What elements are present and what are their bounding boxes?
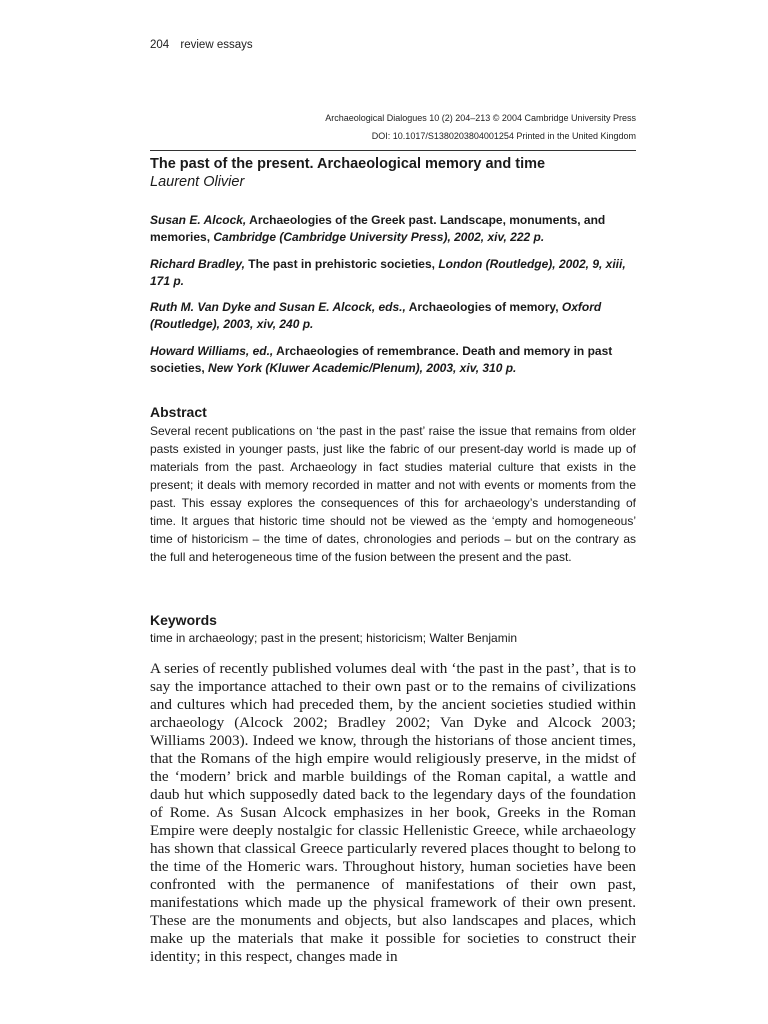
book-title: Archaeologies of the Greek past. Landscape, monuments, and memories, <box>150 213 606 244</box>
journal-doi: DOI: 10.1017/S1380203804001254 Printed in the United Kingdom <box>371 131 636 141</box>
page-number: 204 <box>150 39 170 51</box>
book-publisher: Oxford (Routledge), 2003, xiv, 240 p. <box>150 300 602 331</box>
article-author: Laurent Olivier <box>150 174 245 190</box>
running-head <box>150 39 253 51</box>
reviewed-book <box>150 343 640 377</box>
reviewed-book <box>150 299 640 333</box>
section-name: review essays <box>180 39 253 51</box>
book-authors: Richard Bradley, <box>150 257 245 271</box>
reviewed-book <box>150 256 640 290</box>
book-title: Archaeologies of remembrance. Death and memory in past societies, <box>150 344 613 375</box>
body-paragraph: A series of recently published volumes deal with ‘the past in the past’, that is to say the importance attached to their own past or to the remains of civilizations and cultures which had preceded them, by the ancient societies studied within archaeology (Alcock 2002; Bradley 2002; Van Dyke and Alcock 2003; Williams 2003). Indeed we know, through the historians of those ancient times, that the Romans of the high empire would religiously preserve, in the midst of the ‘modern’ brick and marble buildings of the Roman capital, a wattle and daub hut which supposedly dated back to the legendary days of the foundation of Rome. As Susan Alcock emphasizes in her book, Greeks in the Roman Empire were deeply nostalgic for classic Hellenistic Greece, while archaeology has shown that classical Greece particularly revered places thought to belong to the time of the Homeric wars. Throughout history, human societies have been confronted with the permanence of manifestations of their own past, manifestations which made up the physical framework of their own present. These are the monuments and objects, but also landscapes and places, which make up the materials that make it possible for societies to construct their identity; in this respect, changes made in <box>150 660 636 965</box>
book-publisher: Cambridge (Cambridge University Press), 2002, xiv, 222 p. <box>213 230 545 244</box>
header-rule <box>150 150 636 151</box>
book-authors: Ruth M. Van Dyke and Susan E. Alcock, eds., <box>150 300 406 314</box>
book-publisher: New York (Kluwer Academic/Plenum), 2003, xiv, 310 p. <box>208 361 517 375</box>
book-authors: Howard Williams, ed., <box>150 344 274 358</box>
abstract-heading: Abstract <box>150 404 207 420</box>
keywords-text: time in archaeology; past in the present; historicism; Walter Benjamin <box>150 631 518 645</box>
journal-info <box>325 109 636 145</box>
abstract-text: Several recent publications on ‘the past in the past’ raise the issue that remains from older pasts existed in younger pasts, just like the fabric of our present-day world is made up of materials from the past. Archaeology in fact studies material culture that exists in the present; it deals with memory recorded in matter and not with events or moments from the past. This essay explores the consequences of this for archaeology’s understanding of time. It argues that historic time should not be viewed as the ‘empty and homogeneous’ time of historicism – the time of dates, chronologies and periods – but on the contrary as the full and heterogeneous time of the fusion between the present and the past. <box>150 424 636 564</box>
book-title: The past in prehistoric societies, <box>244 257 439 271</box>
book-authors: Susan E. Alcock, <box>150 213 247 227</box>
reviewed-book <box>150 212 640 246</box>
book-title: Archaeologies of memory, <box>405 300 562 314</box>
journal-citation: Archaeological Dialogues 10 (2) 204–213 © 2004 Cambridge University Press <box>325 113 636 123</box>
book-publisher: London (Routledge), 2002, 9, xiii, 171 p. <box>150 257 626 288</box>
keywords-heading: Keywords <box>150 612 217 628</box>
article-title: The past of the present. Archaeological memory and time <box>150 156 546 172</box>
